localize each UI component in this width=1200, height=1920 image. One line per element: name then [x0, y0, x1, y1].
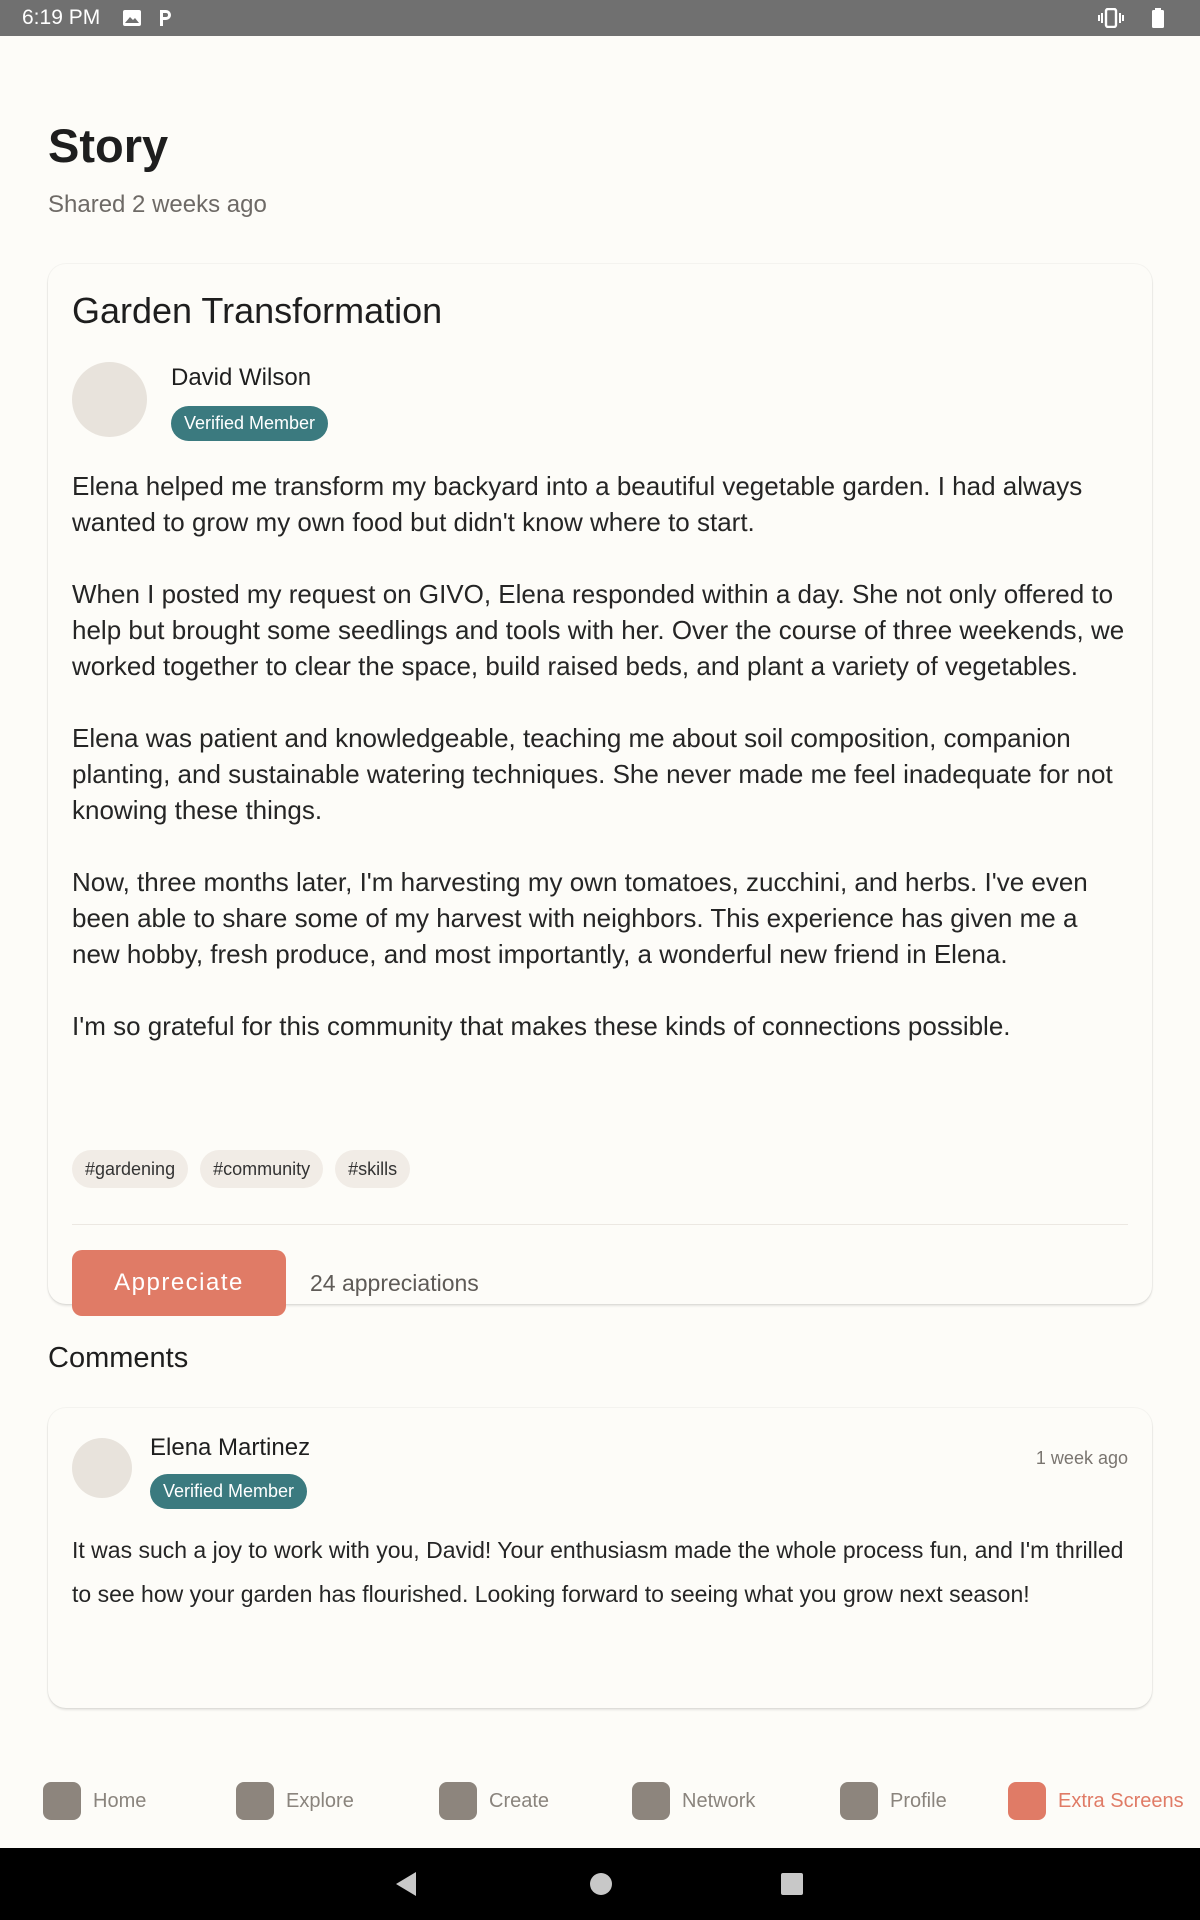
story-paragraph: Elena helped me transform my backyard into a beautiful vegetable garden. I had always wanted to grow my own food but didn't know where to start. [72, 471, 1083, 537]
nav-label: Extra Screens [1058, 1789, 1184, 1812]
nav-label: Explore [286, 1789, 354, 1812]
comment-text: It was such a joy to work with you, David! Your enthusiasm made the whole process fun, and I'm thrilled to see how your garden has flourished. Looking forward to seeing what you grow next season! [72, 1537, 1124, 1607]
nav-label: Profile [890, 1789, 947, 1812]
story-title: Garden Transformation [72, 290, 443, 331]
comment-author-name[interactable]: Elena Martinez [150, 1434, 311, 1461]
back-icon[interactable] [394, 1870, 418, 1903]
nav-profile[interactable] [840, 1782, 947, 1820]
page-subtitle: Shared 2 weeks ago [48, 191, 267, 218]
story-paragraph: I'm so grateful for this community that makes these kinds of connections possible. [72, 1011, 1011, 1041]
battery-icon [1152, 8, 1164, 28]
story-paragraph: When I posted my request on GIVO, Elena responded within a day. She not only offered to help but brought some seedlings and tools with her. Over the course of three weekends, we worked together to clear the space, build raised beds, and plant a variety of vegetables. [72, 579, 1125, 681]
nav-create[interactable] [439, 1782, 549, 1820]
system-nav-bar [0, 1848, 1200, 1920]
appreciate-button[interactable]: Appreciate [72, 1250, 286, 1316]
status-time: 6:19 PM [22, 6, 101, 29]
story-screen [0, 36, 1200, 1758]
comment-timestamp: 1 week ago [1035, 1448, 1128, 1468]
comment-card [48, 1408, 1152, 1708]
tag-gardening[interactable]: #gardening [72, 1150, 188, 1188]
story-paragraph: Now, three months later, I'm harvesting my own tomatoes, zucchini, and herbs. I've even been able to share some of my harvest with neighbors. This experience has given me a new hobby, fresh produce, and most importantly, a wonderful new friend in Elena. [72, 867, 1088, 969]
tag-community[interactable]: #community [200, 1150, 323, 1188]
recents-icon[interactable] [780, 1870, 804, 1903]
verified-badge: Verified Member [171, 406, 328, 441]
appreciation-count: 24 appreciations [310, 1270, 479, 1296]
vibrate-icon [1098, 8, 1124, 28]
nav-label: Create [489, 1789, 550, 1812]
explore-icon [236, 1782, 274, 1820]
bottom-nav [0, 1758, 1200, 1848]
avatar[interactable] [72, 362, 147, 437]
nav-network[interactable] [632, 1782, 755, 1820]
image-icon [122, 9, 142, 27]
create-icon [439, 1782, 477, 1820]
nav-extra-screens[interactable] [1008, 1782, 1184, 1820]
avatar[interactable] [72, 1438, 132, 1498]
comments-heading: Comments [48, 1342, 189, 1374]
extra-screens-icon [1008, 1782, 1046, 1820]
nav-home[interactable] [43, 1782, 146, 1820]
nav-label: Network [682, 1789, 756, 1812]
story-card [48, 264, 1152, 1304]
nav-label: Home [93, 1789, 147, 1812]
divider [72, 1224, 1128, 1225]
tag-skills[interactable]: #skills [335, 1150, 410, 1188]
nav-explore[interactable] [236, 1782, 354, 1820]
author-name[interactable]: David Wilson [171, 364, 312, 391]
home-circle-icon[interactable] [589, 1870, 613, 1903]
status-bar [0, 0, 1200, 36]
story-paragraph: Elena was patient and knowledgeable, teaching me about soil composition, companion planting, and sustainable watering techniques. She never made me feel inadequate for not knowing these things. [72, 723, 1113, 825]
profile-icon [840, 1782, 878, 1820]
tag-list [72, 1150, 410, 1188]
verified-badge: Verified Member [150, 1474, 307, 1509]
story-body [72, 468, 1132, 1080]
home-icon [43, 1782, 81, 1820]
network-icon [632, 1782, 670, 1820]
page-title: Story [48, 119, 169, 172]
p-icon [156, 8, 174, 28]
